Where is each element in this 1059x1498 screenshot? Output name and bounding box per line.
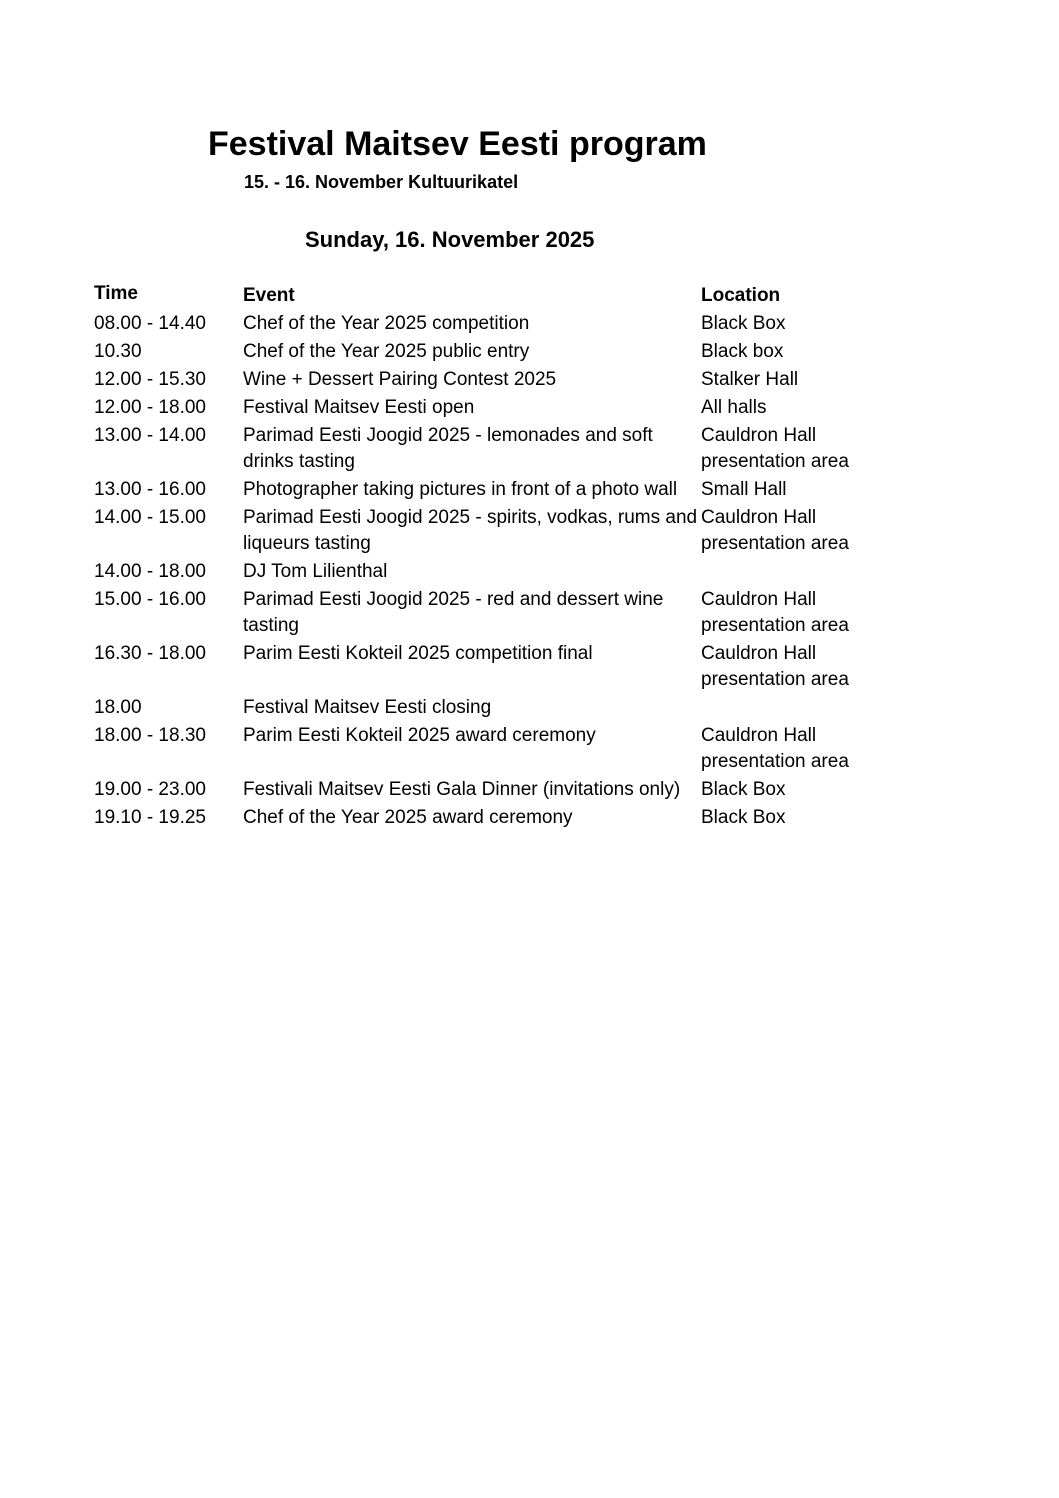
row-location <box>701 695 891 721</box>
document-title: Festival Maitsev Eesti program <box>208 125 707 163</box>
table-row <box>94 339 894 365</box>
row-location: All halls <box>701 397 767 418</box>
row-event: Chef of the Year 2025 public entry <box>243 341 530 362</box>
table-row <box>94 723 894 775</box>
table-row <box>94 641 894 693</box>
row-event: Parimad Eesti Joogid 2025 - lemonades and soft drinks tasting <box>243 425 653 472</box>
row-time: 16.30 - 18.00 <box>94 643 206 664</box>
row-location: Stalker Hall <box>701 369 799 390</box>
row-event: Festivali Maitsev Eesti Gala Dinner (invitations only) <box>243 779 681 800</box>
row-location: Cauldron Hall presentation area <box>701 425 849 472</box>
row-location: Black Box <box>701 313 786 334</box>
row-event: DJ Tom Lilienthal <box>243 561 388 582</box>
row-location: Cauldron Hall presentation area <box>701 589 849 636</box>
table-row <box>94 505 894 557</box>
row-event: Wine + Dessert Pairing Contest 2025 <box>243 369 557 390</box>
table-row <box>94 395 894 421</box>
table-row <box>94 587 894 639</box>
row-location: Black Box <box>701 807 786 828</box>
row-location <box>701 559 891 585</box>
row-event: Parimad Eesti Joogid 2025 - spirits, vodkas, rums and liqueurs tasting <box>243 507 698 554</box>
row-time: 12.00 - 15.30 <box>94 369 206 390</box>
row-time: 13.00 - 14.00 <box>94 425 206 446</box>
table-row <box>94 423 894 475</box>
header-time: Time <box>94 283 139 304</box>
row-time: 10.30 <box>94 341 142 362</box>
row-event: Festival Maitsev Eesti open <box>243 397 475 418</box>
row-event: Chef of the Year 2025 award ceremony <box>243 807 573 828</box>
header-event: Event <box>243 285 295 306</box>
table-row <box>94 805 894 831</box>
row-time: 12.00 - 18.00 <box>94 397 206 418</box>
schedule-table <box>94 283 894 831</box>
table-row <box>94 559 894 585</box>
row-time: 19.00 - 23.00 <box>94 779 206 800</box>
row-event: Festival Maitsev Eesti closing <box>243 697 492 718</box>
table-row <box>94 311 894 337</box>
row-time: 13.00 - 16.00 <box>94 479 206 500</box>
table-header-row <box>94 283 894 309</box>
row-event: Parim Eesti Kokteil 2025 competition final <box>243 643 593 664</box>
table-row <box>94 777 894 803</box>
row-location: Cauldron Hall presentation area <box>701 725 849 772</box>
row-location: Cauldron Hall presentation area <box>701 643 849 690</box>
table-row <box>94 477 894 503</box>
row-time: 14.00 - 18.00 <box>94 561 206 582</box>
row-location: Black Box <box>701 779 786 800</box>
row-event: Parim Eesti Kokteil 2025 award ceremony <box>243 725 596 746</box>
row-time: 19.10 - 19.25 <box>94 807 206 828</box>
row-time: 15.00 - 16.00 <box>94 589 206 610</box>
row-event: Photographer taking pictures in front of a photo wall <box>243 479 678 500</box>
row-time: 08.00 - 14.40 <box>94 313 206 334</box>
row-event: Parimad Eesti Joogid 2025 - red and dessert wine tasting <box>243 589 664 636</box>
row-event: Chef of the Year 2025 competition <box>243 313 530 334</box>
row-time: 18.00 - 18.30 <box>94 725 206 746</box>
header-location: Location <box>701 285 781 306</box>
document-subtitle: 15. - 16. November Kultuurikatel <box>244 172 519 192</box>
row-time: 18.00 <box>94 697 142 718</box>
table-row <box>94 367 894 393</box>
table-row <box>94 695 894 721</box>
row-location: Small Hall <box>701 479 787 500</box>
row-location: Black box <box>701 341 784 362</box>
row-time: 14.00 - 15.00 <box>94 507 206 528</box>
row-location: Cauldron Hall presentation area <box>701 507 849 554</box>
day-heading: Sunday, 16. November 2025 <box>305 227 595 252</box>
